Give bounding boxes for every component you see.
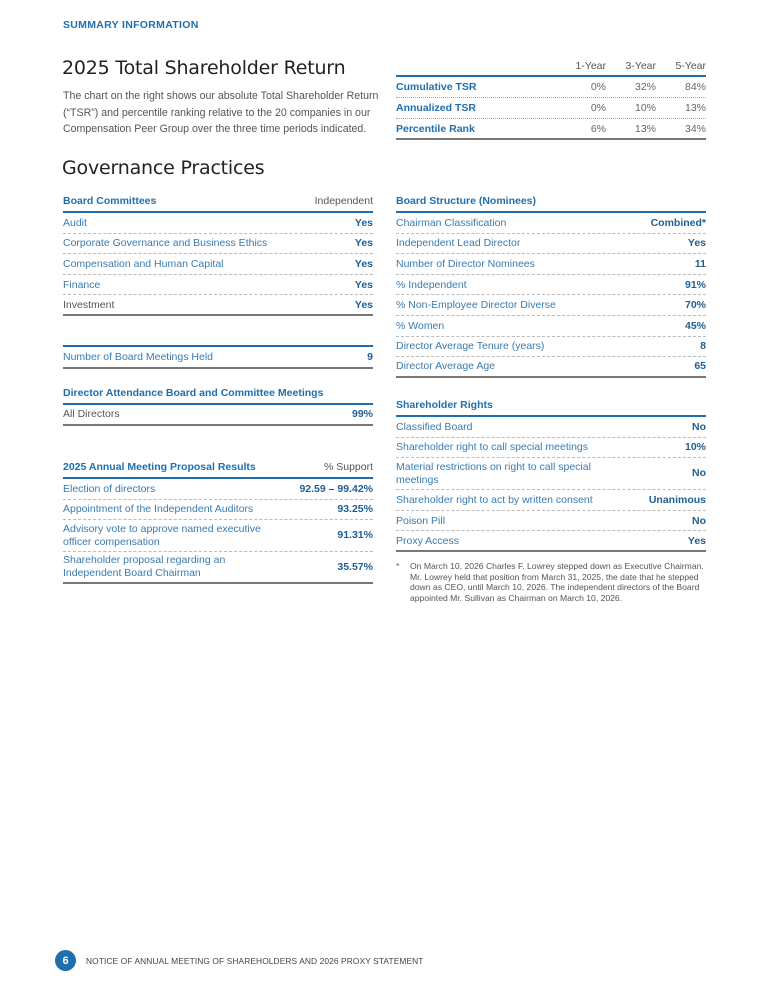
table-row [63, 234, 373, 255]
table-title: 2025 Annual Meeting Proposal Results [63, 461, 256, 473]
row-label: % Women [396, 319, 445, 332]
footnote-text: On March 10, 2026 Charles F. Lowrey stepped down as Executive Chairman. Mr. Lowrey held that position from March 31, 2025, the date that he stepped down as CEO, until March 10, 2026. The independent directors of the Board appointed Mr. Sullivan as Chairman on March 10, 2026. [410, 561, 704, 603]
row-value: 45% [684, 319, 706, 332]
attendance-table [63, 383, 373, 426]
row-label: Shareholder proposal regarding an Independent Board Chairman [63, 554, 226, 580]
column-header: % Support [323, 461, 373, 473]
row-value: No [692, 467, 706, 480]
row-label: Shareholder right to act by written consent [396, 493, 593, 506]
table-row [396, 275, 706, 296]
table-row [63, 295, 373, 316]
row-label: Election of directors [63, 482, 156, 495]
row-label: All Directors [63, 408, 120, 421]
row-label: Corporate Governance and Business Ethics [63, 237, 268, 250]
table-row [63, 520, 373, 552]
tsr-table [396, 56, 706, 140]
cell: 84% [684, 81, 706, 93]
table-row [396, 417, 706, 438]
row-value: Yes [354, 257, 373, 270]
row-label: Compensation and Human Capital [63, 257, 224, 270]
row-value: 70% [684, 299, 706, 312]
board-structure-table [396, 191, 706, 378]
row-value: 35.57% [337, 560, 373, 573]
row-label: Poison Pill [396, 514, 446, 527]
tsr-description: The chart on the right shows our absolute Total Shareholder Return (“TSR”) and percentile ranking relative to the 20 companies in our Compensation Peer Group over the three time periods indicated. [63, 90, 379, 135]
row-label: Investment [63, 298, 115, 311]
table-row [396, 234, 706, 255]
row-value: Yes [687, 534, 706, 547]
row-label: Cumulative TSR [396, 81, 477, 93]
cell: 6% [590, 122, 606, 135]
cell: 0% [590, 81, 606, 93]
row-label: Proxy Access [396, 534, 460, 547]
table-row [63, 500, 373, 521]
row-label: Annualized TSR [396, 102, 476, 114]
tsr-table-header [396, 56, 706, 77]
table-title: Shareholder Rights [396, 399, 493, 411]
proposal-results-table [63, 457, 373, 584]
table-row [396, 119, 706, 140]
table-row [396, 77, 706, 98]
table-row [63, 213, 373, 234]
row-label: Material restrictions on right to call special meetings [396, 460, 591, 486]
table-row [396, 458, 706, 490]
row-value: Yes [354, 237, 373, 250]
row-value: 11 [694, 257, 706, 270]
row-label: Chairman Classification [396, 216, 507, 229]
column-header: 5-Year [675, 59, 706, 72]
row-label: Director Average Age [396, 360, 496, 373]
shareholder-rights-table [396, 395, 706, 552]
footnote-marker: * [396, 561, 400, 571]
table-row [396, 98, 706, 119]
board-meetings-row [63, 345, 373, 369]
table-header [63, 457, 373, 479]
row-value: 93.25% [337, 503, 373, 516]
row-label: % Independent [396, 278, 467, 291]
row-value: No [692, 514, 706, 527]
table-row [396, 531, 706, 552]
table-header [396, 191, 706, 213]
row-value: 9 [367, 351, 373, 363]
row-value: Yes [354, 298, 373, 311]
row-value: 99% [351, 408, 373, 421]
table-row [63, 552, 373, 584]
table-row [63, 479, 373, 500]
footer-text: NOTICE OF ANNUAL MEETING OF SHAREHOLDERS AND 2026 PROXY STATEMENT [86, 955, 424, 966]
board-committees-table [63, 191, 373, 316]
row-label: Shareholder right to call special meetings [396, 441, 589, 454]
table-row [396, 295, 706, 316]
table-row [63, 254, 373, 275]
cell: 10% [634, 102, 656, 114]
row-label: Audit [63, 216, 87, 229]
cell: 13% [634, 122, 656, 135]
table-row [396, 357, 706, 378]
row-value: 10% [684, 441, 706, 454]
row-value: Yes [687, 237, 706, 250]
section-label: SUMMARY INFORMATION [63, 19, 199, 31]
row-value: No [692, 420, 706, 433]
table-row [396, 213, 706, 234]
row-label: Advisory vote to approve named executive officer compensation [63, 522, 261, 548]
page-footer [55, 950, 424, 971]
row-value: 92.59 – 99.42% [299, 482, 373, 495]
table-row [396, 254, 706, 275]
governance-title: Governance Practices [62, 157, 265, 179]
row-value: Yes [354, 216, 373, 229]
table-row [396, 490, 706, 511]
column-header: 1-Year [575, 59, 606, 72]
row-label: Independent Lead Director [396, 237, 521, 250]
row-label: Classified Board [396, 420, 473, 433]
table-row [396, 316, 706, 337]
row-label: Appointment of the Independent Auditors [63, 503, 254, 516]
table-row [396, 337, 706, 358]
column-header: Independent [314, 195, 373, 207]
table-title: Board Committees [63, 195, 157, 207]
row-value: Yes [354, 278, 373, 291]
row-label: Number of Board Meetings Held [63, 351, 213, 363]
table-header [396, 395, 706, 417]
cell: 34% [684, 122, 706, 135]
tsr-title: 2025 Total Shareholder Return [62, 57, 346, 79]
row-value: Combined* [650, 216, 706, 229]
row-label: Percentile Rank [396, 122, 475, 135]
row-label: % Non-Employee Director Diverse [396, 299, 556, 312]
cell: 13% [684, 102, 706, 114]
row-label: Finance [63, 278, 101, 291]
row-value: 8 [700, 340, 706, 353]
page-number-badge: 6 [55, 950, 76, 971]
table-row [396, 438, 706, 459]
table-row [396, 511, 706, 532]
footnote [396, 561, 708, 603]
row-value: 65 [694, 360, 706, 373]
cell: 0% [590, 102, 606, 114]
cell: 32% [634, 81, 656, 93]
row-label: Number of Director Nominees [396, 257, 535, 270]
row-value: 91% [684, 278, 706, 291]
table-title: Board Structure (Nominees) [396, 195, 537, 207]
table-row [63, 275, 373, 296]
row-value: 91.31% [337, 529, 373, 542]
table-title: Director Attendance Board and Committee Meetings [63, 387, 324, 399]
column-header: 3-Year [625, 59, 656, 72]
table-row [63, 405, 373, 426]
table-header [63, 191, 373, 213]
row-label: Director Average Tenure (years) [396, 340, 545, 353]
row-value: Unanimous [648, 493, 706, 506]
table-header [63, 383, 373, 405]
